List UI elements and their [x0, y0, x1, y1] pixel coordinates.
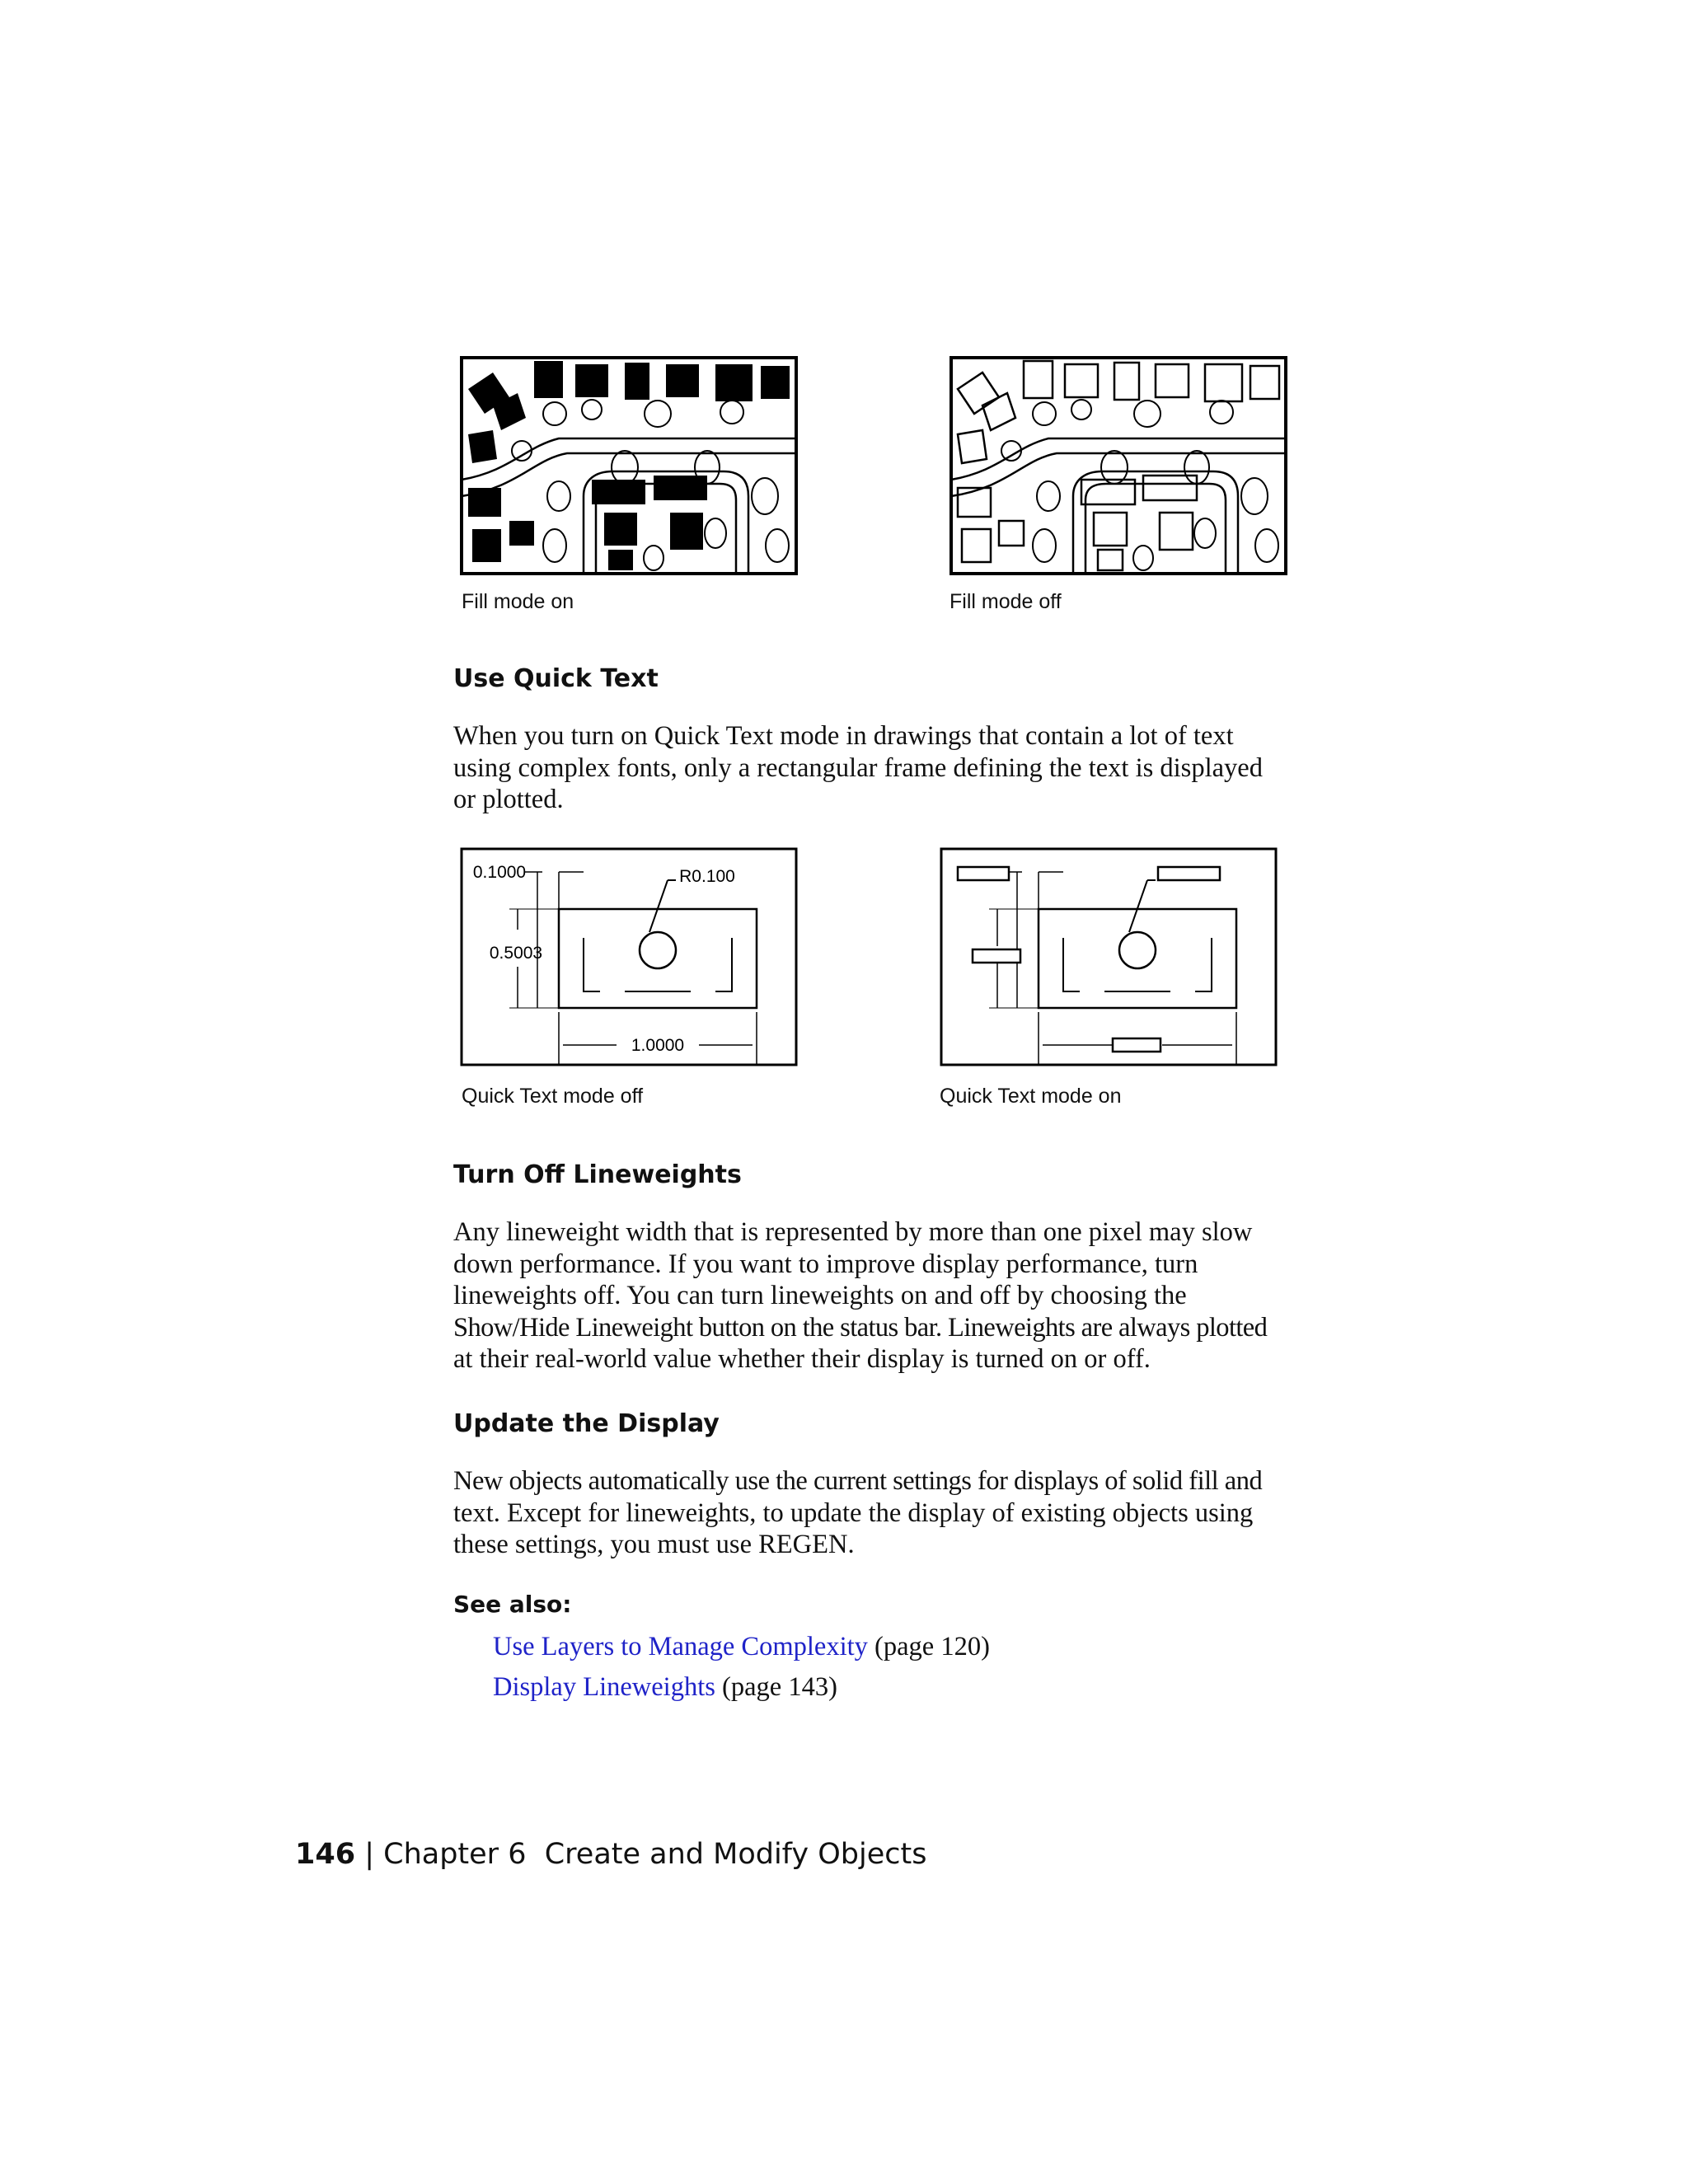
page-reference: (page 120) — [874, 1632, 990, 1661]
text-line: Any lineweight width that is represented by more than one pixel may slow — [453, 1217, 1253, 1247]
heading-use-quick-text: Use Quick Text — [453, 664, 659, 693]
see-also-ref — [493, 1672, 837, 1703]
dimension-left-label: 0.1000 — [472, 863, 527, 882]
fill-mode-on-figure — [460, 356, 798, 575]
page-number: 146 — [295, 1838, 356, 1871]
text-line: these settings, you must use REGEN. — [453, 1530, 855, 1559]
fill-mode-on-drawing — [460, 356, 798, 575]
chapter-label: Chapter 6 — [383, 1838, 527, 1871]
paragraph-update-the-display — [453, 1465, 1343, 1561]
link-use-layers[interactable]: Use Layers to Manage Complexity — [493, 1632, 868, 1661]
fill-mode-off-figure — [950, 356, 1287, 575]
page-footer — [295, 1838, 926, 1871]
radius-label: R0.100 — [679, 867, 735, 886]
quick-text-off-figure — [460, 847, 798, 1066]
text-line: text. Except for lineweights, to update the display of existing objects using — [453, 1497, 1254, 1528]
heading-update-the-display: Update the Display — [453, 1409, 720, 1438]
text-line: Show/Hide Lineweight button on the status bar. Lineweights are always plotted — [453, 1312, 1268, 1343]
text-line: lineweights off. You can turn lineweights on and off by choosing the — [453, 1281, 1187, 1310]
paragraph-use-quick-text — [453, 720, 1343, 816]
chapter-title: Create and Modify Objects — [544, 1838, 927, 1871]
text-frame — [958, 867, 1009, 880]
fill-mode-on-caption: Fill mode on — [462, 590, 574, 613]
fill-mode-off-drawing — [950, 356, 1287, 575]
height-label: 0.5003 — [489, 944, 543, 963]
page-reference: (page 143) — [722, 1672, 837, 1702]
text-frame — [973, 949, 1020, 963]
quick-text-on-drawing — [940, 847, 1278, 1066]
text-line: down performance. If you want to improve display performance, turn — [453, 1249, 1198, 1279]
fill-mode-off-caption: Fill mode off — [950, 590, 1062, 613]
heading-turn-off-lineweights: Turn Off Lineweights — [453, 1160, 742, 1189]
text-frame — [1158, 867, 1220, 880]
link-display-lineweights[interactable]: Display Lineweights — [493, 1672, 715, 1702]
text-line: or plotted. — [453, 785, 564, 814]
see-also-ref — [493, 1632, 990, 1662]
text-line: New objects automatically use the current settings for displays of solid fill and — [453, 1466, 1263, 1496]
quick-text-on-figure — [940, 847, 1278, 1066]
see-also-label: See also: — [453, 1591, 572, 1618]
text-frame — [1113, 1038, 1160, 1052]
quick-text-on-caption: Quick Text mode on — [940, 1085, 1122, 1108]
width-label: 1.0000 — [631, 1036, 685, 1055]
paragraph-turn-off-lineweights — [453, 1216, 1343, 1376]
quick-text-off-caption: Quick Text mode off — [462, 1085, 644, 1108]
footer-separator: | — [364, 1838, 374, 1871]
text-line: When you turn on Quick Text mode in drawings that contain a lot of text — [453, 721, 1234, 751]
quick-text-off-drawing — [460, 847, 798, 1066]
text-line: using complex fonts, only a rectangular frame defining the text is displayed — [453, 752, 1263, 783]
text-line: at their real-world value whether their display is turned on or off. — [453, 1344, 1151, 1374]
